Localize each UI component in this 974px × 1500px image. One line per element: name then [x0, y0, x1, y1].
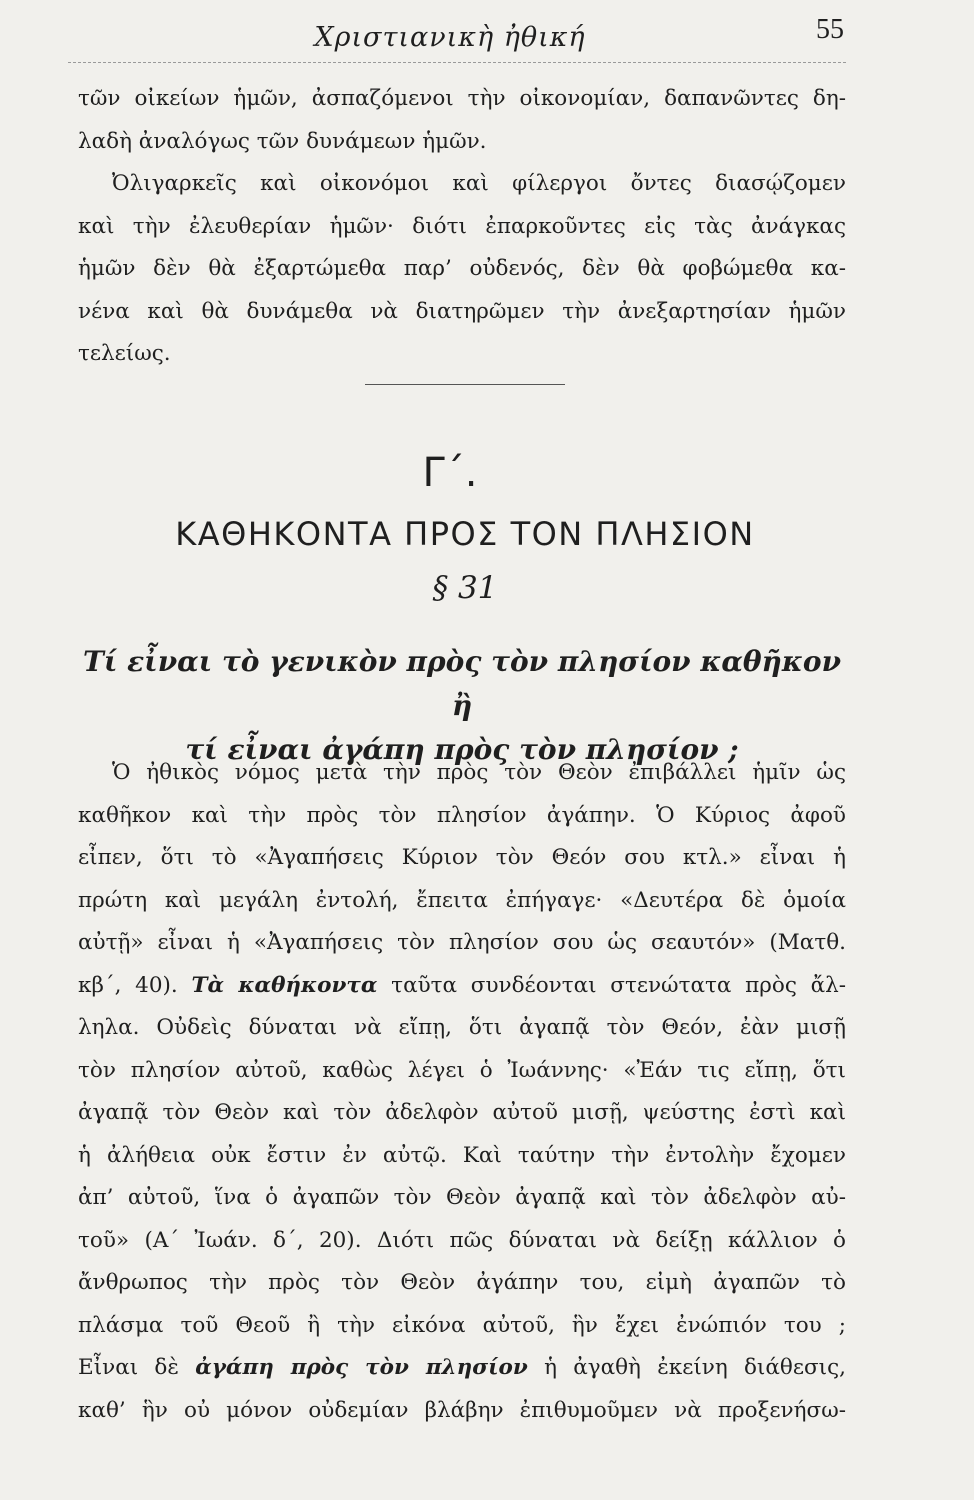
- text-segment: Εἶναι δὲ: [78, 1355, 179, 1380]
- page-number: 55: [816, 14, 844, 45]
- text-line: [78, 965, 846, 1008]
- emphasis-text: Τὰ καθήκοντα: [191, 972, 378, 998]
- text-line: ἄνθρωπος τὴν πρὸς τὸν Θεὸν ἀγάπην του, εἰμὴ ἀγαπῶν τὸ: [78, 1270, 846, 1295]
- text-line: νένα καὶ θὰ δυνάμεθα νὰ διατηρῶμεν τὴν ἀνεξαρτησίαν ἡμῶν: [78, 298, 846, 324]
- text-line: πρώτη καὶ μεγάλη ἐντολή, ἔπειτα ἐπήγαγε· «Δευτέρα δὲ ὁμοία: [78, 887, 846, 913]
- text-line: καὶ τὴν ἐλευθερίαν ἡμῶν· διότι ἐπαρκοῦντες εἰς τὰς ἀνάγκας: [78, 213, 846, 239]
- question-line-1: Τί εἶναι τὸ γενικὸν πρὸς τὸν πλησίον καθῆκον ἢ: [82, 645, 842, 722]
- text-line: λαδὴ ἀναλόγως τῶν δυνάμεων ἡμῶν.: [78, 128, 487, 154]
- section-separator: [365, 384, 565, 385]
- text-line: ἀγαπᾷ τὸν Θεὸν καὶ τὸν ἀδελφὸν αὐτοῦ μισῇ, ψεύστης ἐστὶ καὶ: [78, 1100, 846, 1125]
- text-line: καθ’ ἣν οὐ μόνον οὐδεμίαν βλάβην ἐπιθυμοῦμεν νὰ προξενήσω-: [78, 1397, 846, 1423]
- text-line: καθῆκον καὶ τὴν πρὸς τὸν πλησίον ἀγάπην. Ὁ Κύριος ἀφοῦ: [78, 802, 846, 828]
- text-line: εἶπεν, ὅτι τὸ «Ἀγαπήσεις Κύριον τὸν Θεόν σου κτλ.» εἶναι ἡ: [78, 845, 846, 870]
- section-number: § 31: [432, 570, 498, 606]
- chapter-number: Γ΄.: [422, 450, 478, 496]
- text-line: ἀπ’ αὐτοῦ, ἵνα ὁ ἀγαπῶν τὸν Θεὸν ἀγαπᾷ καὶ τὸν ἀδελφὸν αὐ-: [78, 1185, 846, 1210]
- header-rule: [68, 62, 846, 63]
- text-segment: κβ΄, 40).: [78, 972, 178, 998]
- text-line: ληλα. Οὐδεὶς δύναται νὰ εἴπῃ, ὅτι ἀγαπᾷ τὸν Θεόν, ἐὰν μισῇ: [78, 1015, 846, 1040]
- text-line: Ὀλιγαρκεῖς καὶ οἰκονόμοι καὶ φίλεργοι ὄντες διασῴζομεν: [112, 171, 846, 196]
- text-line: πλάσμα τοῦ Θεοῦ ἢ τὴν εἰκόνα αὐτοῦ, ἣν ἔχει ἐνώπιόν του ;: [78, 1312, 846, 1338]
- text-segment: ἡ ἀγαθὴ ἐκείνη διάθεσις,: [544, 1355, 846, 1380]
- text-line: τῶν οἰκείων ἡμῶν, ἀσπαζόμενοι τὴν οἰκονομίαν, δαπανῶντες δη-: [78, 86, 846, 111]
- text-line: Ὁ ἠθικὸς νόμος μετὰ τὴν πρὸς τὸν Θεὸν ἐπιβάλλει ἡμῖν ὡς: [112, 760, 846, 785]
- text-line: ἡ ἀλήθεια οὐκ ἔστιν ἐν αὐτῷ. Καὶ ταύτην τὴν ἐντολὴν ἔχομεν: [78, 1142, 846, 1168]
- text-line: τοῦ» (Α΄ Ἰωάν. δ΄, 20). Διότι πῶς δύναται νὰ δείξῃ κάλλιον ὁ: [78, 1227, 846, 1253]
- paragraph-love-of-neighbor: [78, 752, 846, 1432]
- text-segment: ταῦτα συνδέονται στενώτατα πρὸς ἄλ-: [391, 972, 846, 998]
- emphasis-text: ἀγάπη πρὸς τὸν πλησίον: [195, 1355, 528, 1380]
- paragraph-savings: [78, 78, 846, 376]
- text-line: τὸν πλησίον αὐτοῦ, καθὼς λέγει ὁ Ἰωάννης· «Ἐάν τις εἴπῃ, ὅτι: [78, 1057, 846, 1083]
- question-line-2: τί εἶναι ἀγάπη πρὸς τὸν πλησίον ;: [185, 733, 739, 766]
- text-line: αὐτῇ» εἶναι ἡ «Ἀγαπήσεις τὸν πλησίον σου ὡς σεαυτόν» (Ματθ.: [78, 930, 846, 955]
- text-line: [78, 1347, 846, 1390]
- text-line: ἡμῶν δὲν θὰ ἐξαρτώμεθα παρ’ οὐδενός, δὲν θὰ φοβώμεθα κα-: [78, 256, 846, 281]
- chapter-title: ΚΑΘΗΚΟΝΤΑ ΠΡΟΣ ΤΟΝ ΠΛΗΣΙΟΝ: [175, 515, 755, 553]
- running-header: Χριστιανικὴ ἠθική: [314, 22, 586, 53]
- text-line: τελείως.: [78, 341, 171, 366]
